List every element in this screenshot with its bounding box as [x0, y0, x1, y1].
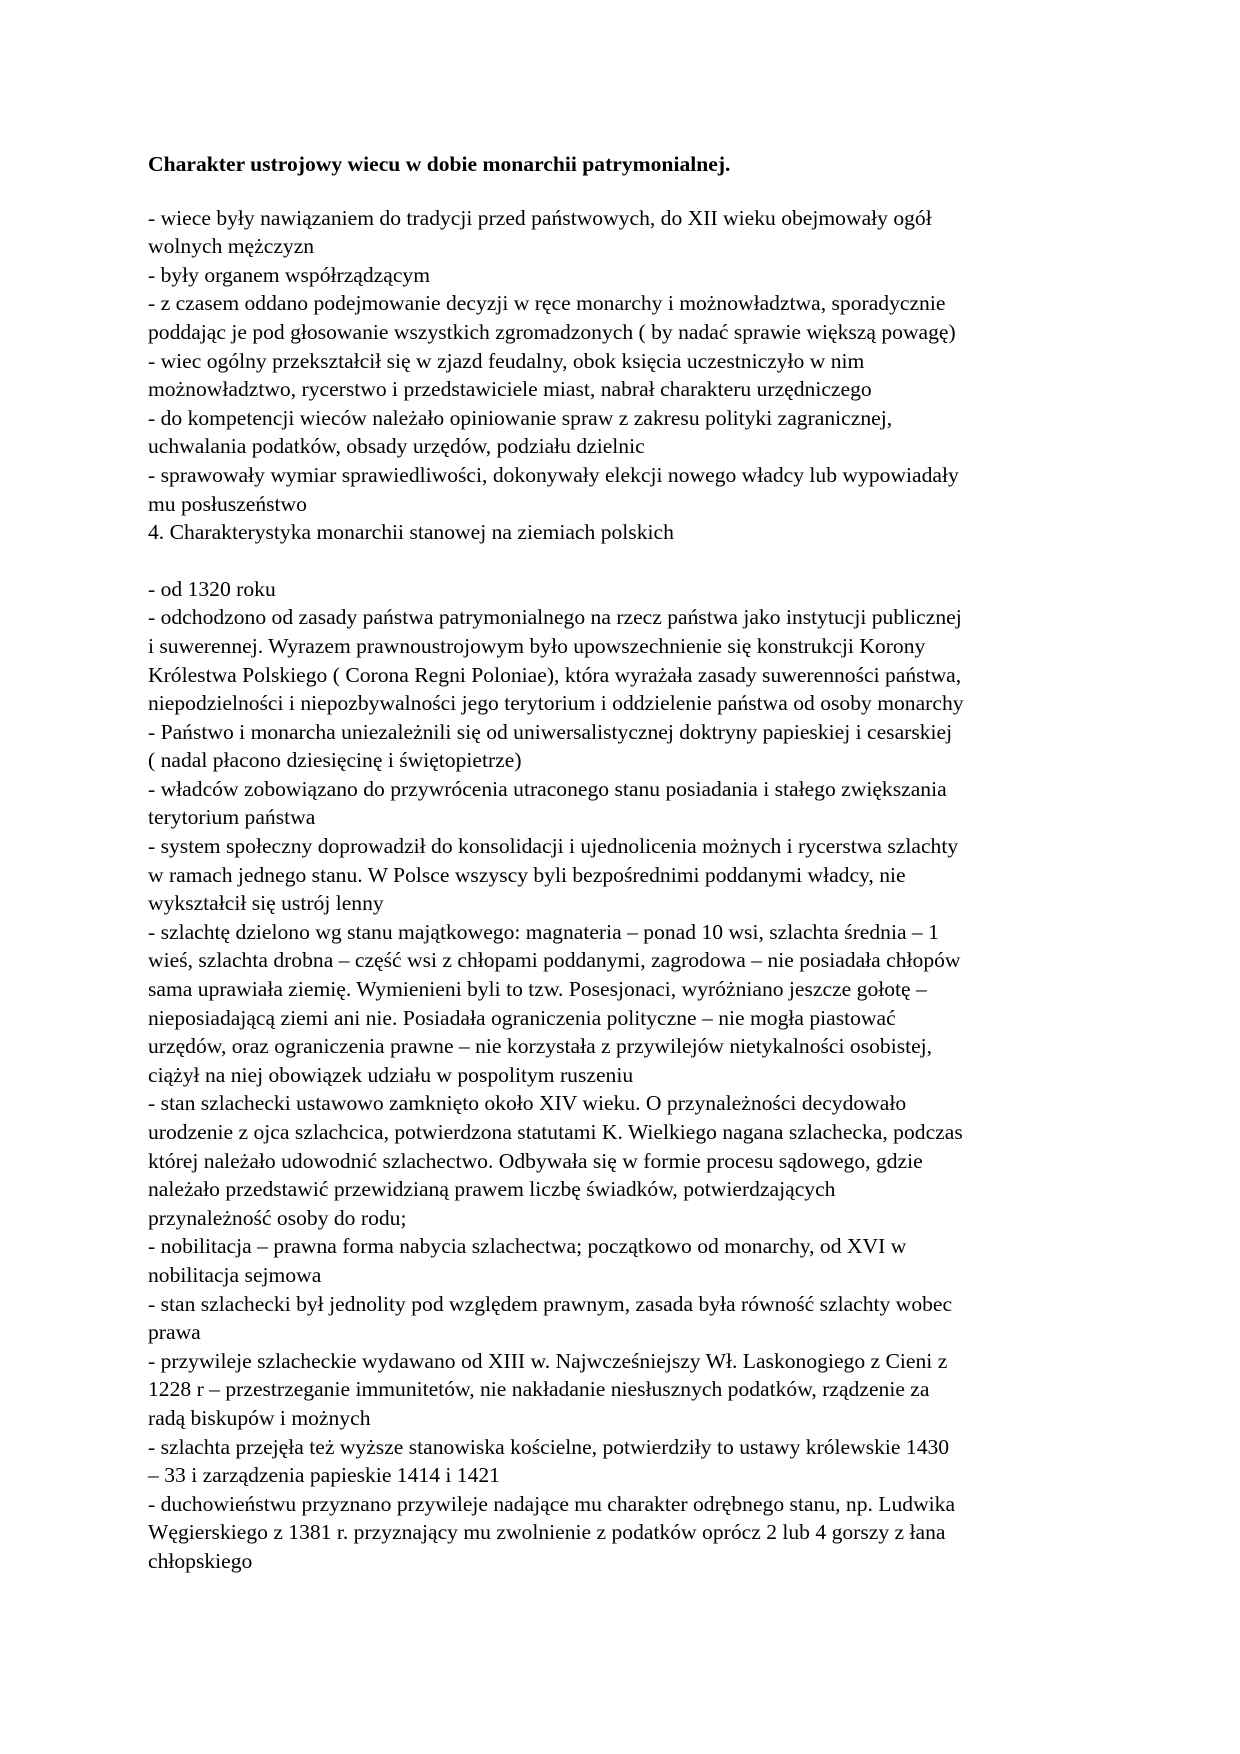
text-line: wieś, szlachta drobna – część wsi z chłopami poddanymi, zagrodowa – nie posiadała chłopów — [148, 948, 961, 973]
text-line: - duchowieństwu przyznano przywileje nadające mu charakter odrębnego stanu, np. Ludwika — [148, 1491, 956, 1516]
text-line: ( nadal płacono dziesięcinę i świętopietrze) — [148, 748, 522, 773]
text-line: - system społeczny doprowadził do konsolidacji i ujednolicenia możnych i rycerstwa szlachty — [148, 834, 959, 859]
text-line: - stan szlachecki był jednolity pod względem prawnym, zasada była równość szlachty wobec — [148, 1291, 953, 1316]
text-line: wolnych mężczyzn — [148, 234, 315, 259]
text-line: - z czasem oddano podejmowanie decyzji w ręce monarchy i możnowładztwa, sporadycznie — [148, 291, 946, 316]
text-line: urzędów, oraz ograniczenia prawne – nie korzystała z przywilejów nietykalności osobistej, — [148, 1034, 933, 1059]
text-line: której należało udowodnić szlachectwo. Odbywała się w formie procesu sądowego, gdzie — [148, 1148, 923, 1173]
text-line: należało przedstawić przewidzianą prawem liczbę świadków, potwierdzających — [148, 1177, 836, 1202]
paragraph-gap — [148, 547, 1108, 575]
section-heading: 4. Charakterystyka monarchii stanowej na ziemiach polskich — [148, 520, 674, 545]
text-line: Królestwa Polskiego ( Corona Regni Poloniae), która wyrażała zasady suwerenności państwa, — [148, 662, 962, 687]
section-monarchia-stanowa — [148, 575, 1108, 1576]
text-line: - stan szlachecki ustawowo zamknięto około XIV wieku. O przynależności decydowało — [148, 1091, 907, 1116]
text-line: - od 1320 roku — [148, 576, 276, 601]
document-body — [148, 150, 1108, 1576]
text-line: - nobilitacja – prawna forma nabycia szlachectwa; początkowo od monarchy, od XVI w — [148, 1234, 907, 1259]
text-line: chłopskiego — [148, 1548, 253, 1573]
text-line: ciążył na niej obowiązek udziału w pospolitym ruszeniu — [148, 1062, 634, 1087]
text-line: - przywileje szlacheckie wydawano od XIII w. Najwcześniejszy Wł. Laskonogiego z Cieni z — [148, 1348, 948, 1373]
text-line: i suwerennej. Wyrazem prawnoustrojowym było upowszechnienie się konstrukcji Korony — [148, 633, 926, 658]
text-line: radą biskupów i możnych — [148, 1405, 371, 1430]
text-line: - wiece były nawiązaniem do tradycji przed państwowych, do XII wieku obejmowały ogół — [148, 205, 932, 230]
text-line: terytorium państwa — [148, 805, 316, 830]
section-wiece — [148, 204, 1108, 519]
text-line: 1228 r – przestrzeganie immunitetów, nie nakładanie niesłusznych podatków, rządzenie za — [148, 1377, 930, 1402]
text-line: przynależność osoby do rodu; — [148, 1205, 407, 1230]
text-line: w ramach jednego stanu. W Polsce wszyscy byli bezpośrednimi poddanymi władcy, nie — [148, 862, 906, 887]
text-line: niepodzielności i niepozbywalności jego terytorium i oddzielenie państwa od osoby monarchy — [148, 691, 964, 716]
text-line: - wiec ogólny przekształcił się w zjazd feudalny, obok księcia uczestniczyło w nim — [148, 348, 865, 373]
text-line: - do kompetencji wieców należało opiniowanie spraw z zakresu polityki zagranicznej, — [148, 405, 893, 430]
text-line: wykształcił się ustrój lenny — [148, 891, 384, 916]
text-line: poddając je pod głosowanie wszystkich zgromadzonych ( by nadać sprawie większą powagę) — [148, 319, 956, 344]
text-line: uchwalania podatków, obsady urzędów, podziału dzielnic — [148, 434, 645, 459]
text-line: - szlachta przejęła też wyższe stanowiska kościelne, potwierdziły to ustawy królewskie 1430 — [148, 1434, 950, 1459]
text-line: - sprawowały wymiar sprawiedliwości, dokonywały elekcji nowego władcy lub wypowiadały — [148, 462, 959, 487]
text-line: – 33 i zarządzenia papieskie 1414 i 1421 — [148, 1463, 500, 1488]
text-line: możnowładztwo, rycerstwo i przedstawiciele miast, nabrał charakteru urzędniczego — [148, 377, 872, 402]
text-line: urodzenie z ojca szlachcica, potwierdzona statutami K. Wielkiego nagana szlachecka, podczas — [148, 1120, 963, 1144]
text-line: - były organem współrządzącym — [148, 262, 431, 287]
text-line: mu posłuszeństwo — [148, 491, 307, 516]
text-line: - odchodzono od zasady państwa patrymonialnego na rzecz państwa jako instytucji publicznej — [148, 605, 962, 630]
text-line: - Państwo i monarcha uniezależnili się od uniwersalistycznej doktryny papieskiej i cesarskiej — [148, 719, 953, 744]
text-line: - władców zobowiązano do przywrócenia utraconego stanu posiadania i stałego zwiększania — [148, 776, 947, 801]
text-line: - szlachtę dzielono wg stanu majątkowego: magnateria – ponad 10 wsi, szlachta średnia – 1 — [148, 919, 939, 944]
text-line: prawa — [148, 1320, 201, 1345]
document-title: Charakter ustrojowy wiecu w dobie monarchii patrymonialnej. — [148, 152, 731, 176]
text-line: nobilitacja sejmowa — [148, 1262, 322, 1287]
text-line: nieposiadającą ziemi ani nie. Posiadała ograniczenia polityczne – nie mogła piastować — [148, 1005, 896, 1030]
text-line: Węgierskiego z 1381 r. przyznający mu zwolnienie z podatków oprócz 2 lub 4 gorszy z łana — [148, 1520, 946, 1545]
text-line: sama uprawiała ziemię. Wymienieni byli to tzw. Posesjonaci, wyróżniano jeszcze gołotę – — [148, 977, 927, 1002]
